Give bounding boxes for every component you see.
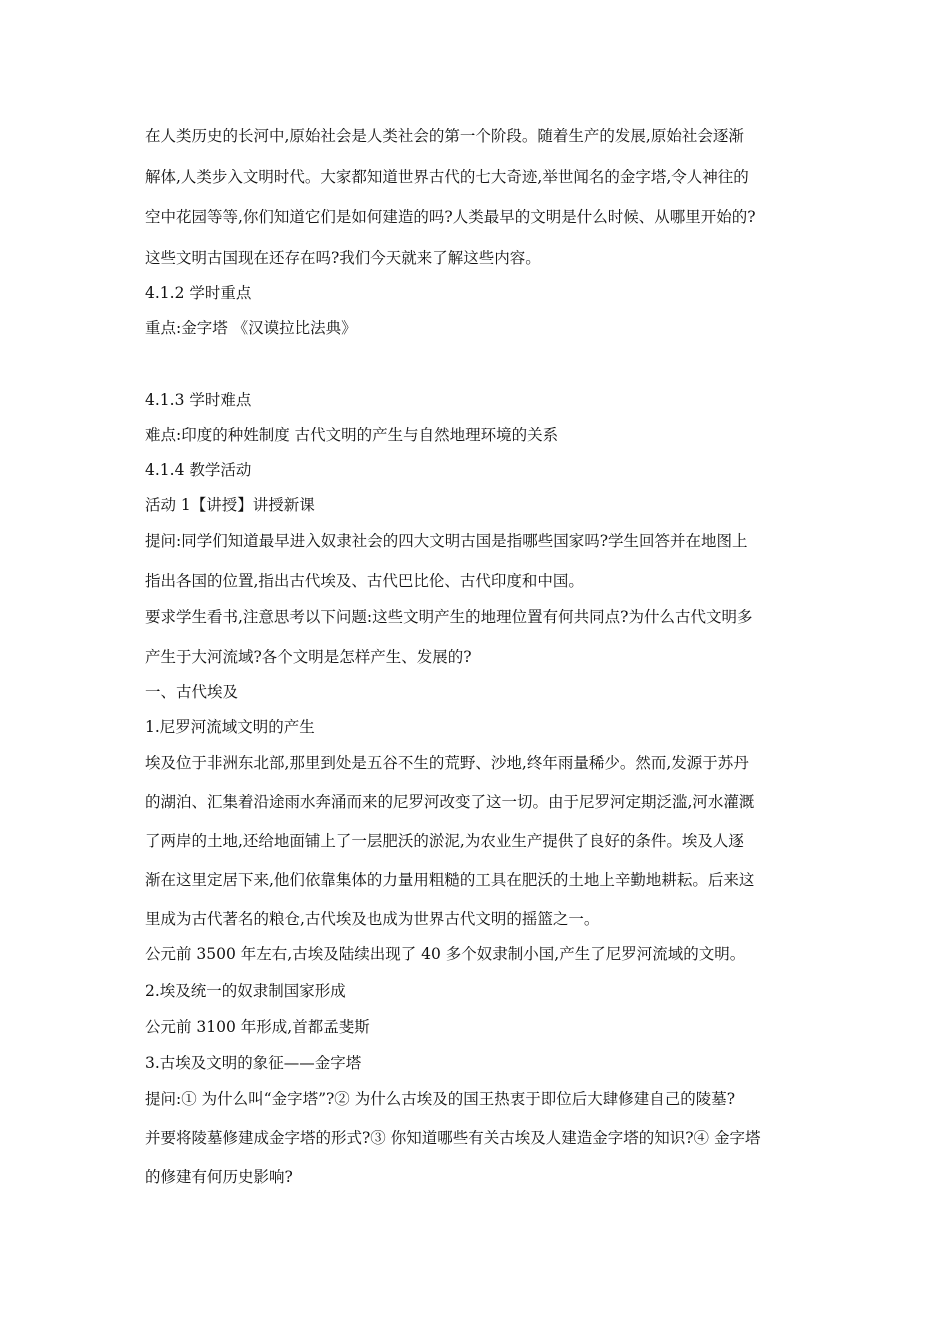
nile-text-line-4: 渐在这里定居下来,他们依靠集体的力量用粗糙的工具在肥沃的土地上辛勤地耕耘。后来这	[145, 871, 755, 889]
pyramid-question-line-3: 的修建有何历史影响?	[145, 1168, 293, 1186]
document-page	[145, 118, 815, 1195]
pyramid-question-line-1: 提问:① 为什么叫“金字塔”?② 为什么古埃及的国王热衷于即位后大肆修建自己的陵墓?	[145, 1090, 736, 1108]
section-heading-difficulties: 4.1.3 学时难点	[145, 391, 252, 409]
nile-text-line-5: 里成为古代著名的粮仓,古代埃及也成为世界古代文明的摇篮之一。	[145, 910, 600, 928]
intro-line-3: 空中花园等等,你们知道它们是如何建造的吗?人类最早的文明是什么时候、从哪里开始的?	[145, 208, 756, 226]
subheading-pyramid: 3.古埃及文明的象征——金字塔	[145, 1054, 362, 1072]
subheading-nile-civilization: 1.尼罗河流域文明的产生	[145, 718, 315, 736]
intro-line-1: 在人类历史的长河中,原始社会是人类社会的第一个阶段。随着生产的发展,原始社会逐渐	[145, 127, 744, 145]
key-points-text: 重点:金字塔 《汉谟拉比法典》	[145, 319, 357, 337]
section-heading-egypt: 一、古代埃及	[145, 683, 239, 701]
intro-line-2: 解体,人类步入文明时代。大家都知道世界古代的七大奇迹,举世闻名的金字塔,令人神往的	[145, 168, 749, 186]
difficulties-text: 难点:印度的种姓制度 古代文明的产生与自然地理环境的关系	[145, 426, 559, 444]
intro-line-4: 这些文明古国现在还存在吗?我们今天就来了解这些内容。	[145, 249, 541, 267]
nile-text-line-1: 埃及位于非洲东北部,那里到处是五谷不生的荒野、沙地,终年雨量稀少。然而,发源于苏丹	[145, 754, 749, 772]
nile-summary-text: 公元前 3500 年左右,古埃及陆续出现了 40 多个奴隶制小国,产生了尼罗河流域的文明。	[145, 945, 746, 963]
subheading-unified-state: 2.埃及统一的奴隶制国家形成	[145, 982, 346, 1000]
nile-text-line-3: 了两岸的土地,还给地面铺上了一层肥沃的淤泥,为农业生产提供了良好的条件。埃及人逐	[145, 832, 744, 850]
unified-state-text: 公元前 3100 年形成,首都孟斐斯	[145, 1018, 370, 1036]
section-heading-activities: 4.1.4 教学活动	[145, 461, 252, 479]
activity-1-title: 活动 1【讲授】讲授新课	[145, 496, 315, 514]
section-heading-key-points: 4.1.2 学时重点	[145, 284, 252, 302]
task-line-1: 要求学生看书,注意思考以下问题:这些文明产生的地理位置有何共同点?为什么古代文明多	[145, 608, 753, 626]
pyramid-question-line-2: 并要将陵墓修建成金字塔的形式?③ 你知道哪些有关古埃及人建造金字塔的知识?④ 金字塔	[145, 1129, 761, 1147]
question-line-1: 提问:同学们知道最早进入奴隶社会的四大文明古国是指哪些国家吗?学生回答并在地图上	[145, 532, 748, 550]
task-line-2: 产生于大河流域?各个文明是怎样产生、发展的?	[145, 648, 472, 666]
nile-text-line-2: 的湖泊、汇集着沿途雨水奔涌而来的尼罗河改变了这一切。由于尼罗河定期泛滥,河水灌溉	[145, 793, 755, 811]
blank-line	[145, 346, 815, 382]
question-line-2: 指出各国的位置,指出古代埃及、古代巴比伦、古代印度和中国。	[145, 572, 584, 590]
